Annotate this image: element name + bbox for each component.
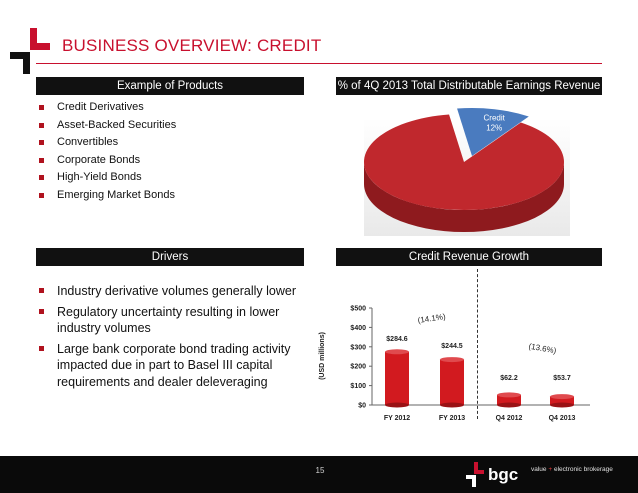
products-heading: Example of Products (36, 77, 304, 95)
tagline-value: value (531, 466, 547, 473)
bar-base (385, 403, 409, 408)
bar-heading: Credit Revenue Growth (336, 248, 602, 266)
x-tick-label: FY 2013 (438, 415, 466, 422)
bar-value-label: $53.7 (553, 375, 571, 382)
product-label: Corporate Bonds (57, 153, 141, 166)
bullet-icon (39, 346, 44, 351)
bar-base (440, 403, 464, 408)
footer-bar (0, 456, 638, 493)
bar-base (550, 403, 574, 408)
list-item (36, 99, 176, 117)
y-tick-label: $500 (350, 305, 366, 313)
bullet-icon (39, 288, 44, 293)
x-tick-label: FY 2012 (383, 415, 411, 422)
bgc-logo-text: bgc (488, 465, 519, 484)
product-label: Credit Derivatives (57, 101, 144, 113)
bar-value-label: $284.6 (386, 336, 408, 343)
y-tick-label: $400 (350, 324, 366, 332)
bar-top (385, 349, 409, 354)
pie-slice-value: 12% (486, 123, 503, 133)
list-item (36, 117, 176, 135)
list-item (36, 304, 304, 337)
pie-heading: % of 4Q 2013 Total Distributable Earnings Revenue (336, 77, 602, 95)
bullet-icon (39, 140, 44, 145)
pie-slice-label: Credit (483, 113, 505, 123)
bar-base (497, 403, 521, 408)
bullet-icon (39, 105, 44, 110)
pie-chart (336, 96, 602, 236)
bar-top (497, 392, 521, 397)
bgc-logo-mark (10, 28, 50, 74)
bullet-icon (39, 309, 44, 314)
tagline-plus-icon: + (548, 466, 553, 473)
bullet-icon (39, 193, 44, 198)
bullet-icon (39, 123, 44, 128)
bullet-icon (39, 158, 44, 163)
page-number: 15 (315, 466, 325, 475)
bar (440, 360, 464, 405)
growth-annotation: (14.1%) (417, 312, 447, 325)
x-tick-label: Q4 2012 (495, 415, 523, 422)
product-label: Asset-Backed Securities (57, 118, 177, 131)
list-item (36, 283, 304, 300)
drivers-list (36, 283, 304, 394)
bar (385, 352, 409, 405)
growth-annotation: (13.6%) (527, 341, 558, 356)
list-item (36, 134, 176, 152)
bar-top (440, 357, 464, 362)
page-title: BUSINESS OVERVIEW: CREDIT (62, 36, 322, 55)
x-tick-label: Q4 2013 (548, 415, 576, 422)
drivers-heading: Drivers (36, 248, 304, 266)
products-list (36, 99, 176, 204)
bar-chart (310, 268, 610, 433)
title-divider (36, 63, 602, 64)
driver-text: Industry derivative volumes generally lower (57, 284, 296, 298)
list-item (36, 187, 176, 205)
y-tick-label: $100 (350, 383, 366, 391)
driver-text: Large bank corporate bond trading activity impacted due in part to Basel III capital requirements and dealer deleveraging (57, 341, 291, 389)
y-tick-label: $200 (350, 363, 366, 371)
product-label: Emerging Market Bonds (57, 188, 175, 201)
product-label: Convertibles (57, 136, 119, 148)
y-tick-label: $0 (358, 402, 366, 410)
bgc-logo (466, 460, 528, 488)
list-item (36, 152, 176, 170)
list-item (36, 341, 304, 391)
driver-text: Regulatory uncertainty resulting in lower industry volumes (57, 304, 280, 335)
bullet-icon (39, 175, 44, 180)
tagline-brokerage: electronic brokerage (553, 466, 613, 473)
bar-value-label: $244.5 (441, 343, 463, 350)
bar-value-label: $62.2 (500, 375, 518, 382)
list-item (36, 169, 176, 187)
y-tick-label: $300 (350, 344, 366, 352)
footer-tagline (531, 466, 613, 473)
y-axis-label: (USD millions) (319, 332, 326, 380)
bar-top (550, 394, 574, 399)
product-label: High-Yield Bonds (57, 171, 142, 183)
